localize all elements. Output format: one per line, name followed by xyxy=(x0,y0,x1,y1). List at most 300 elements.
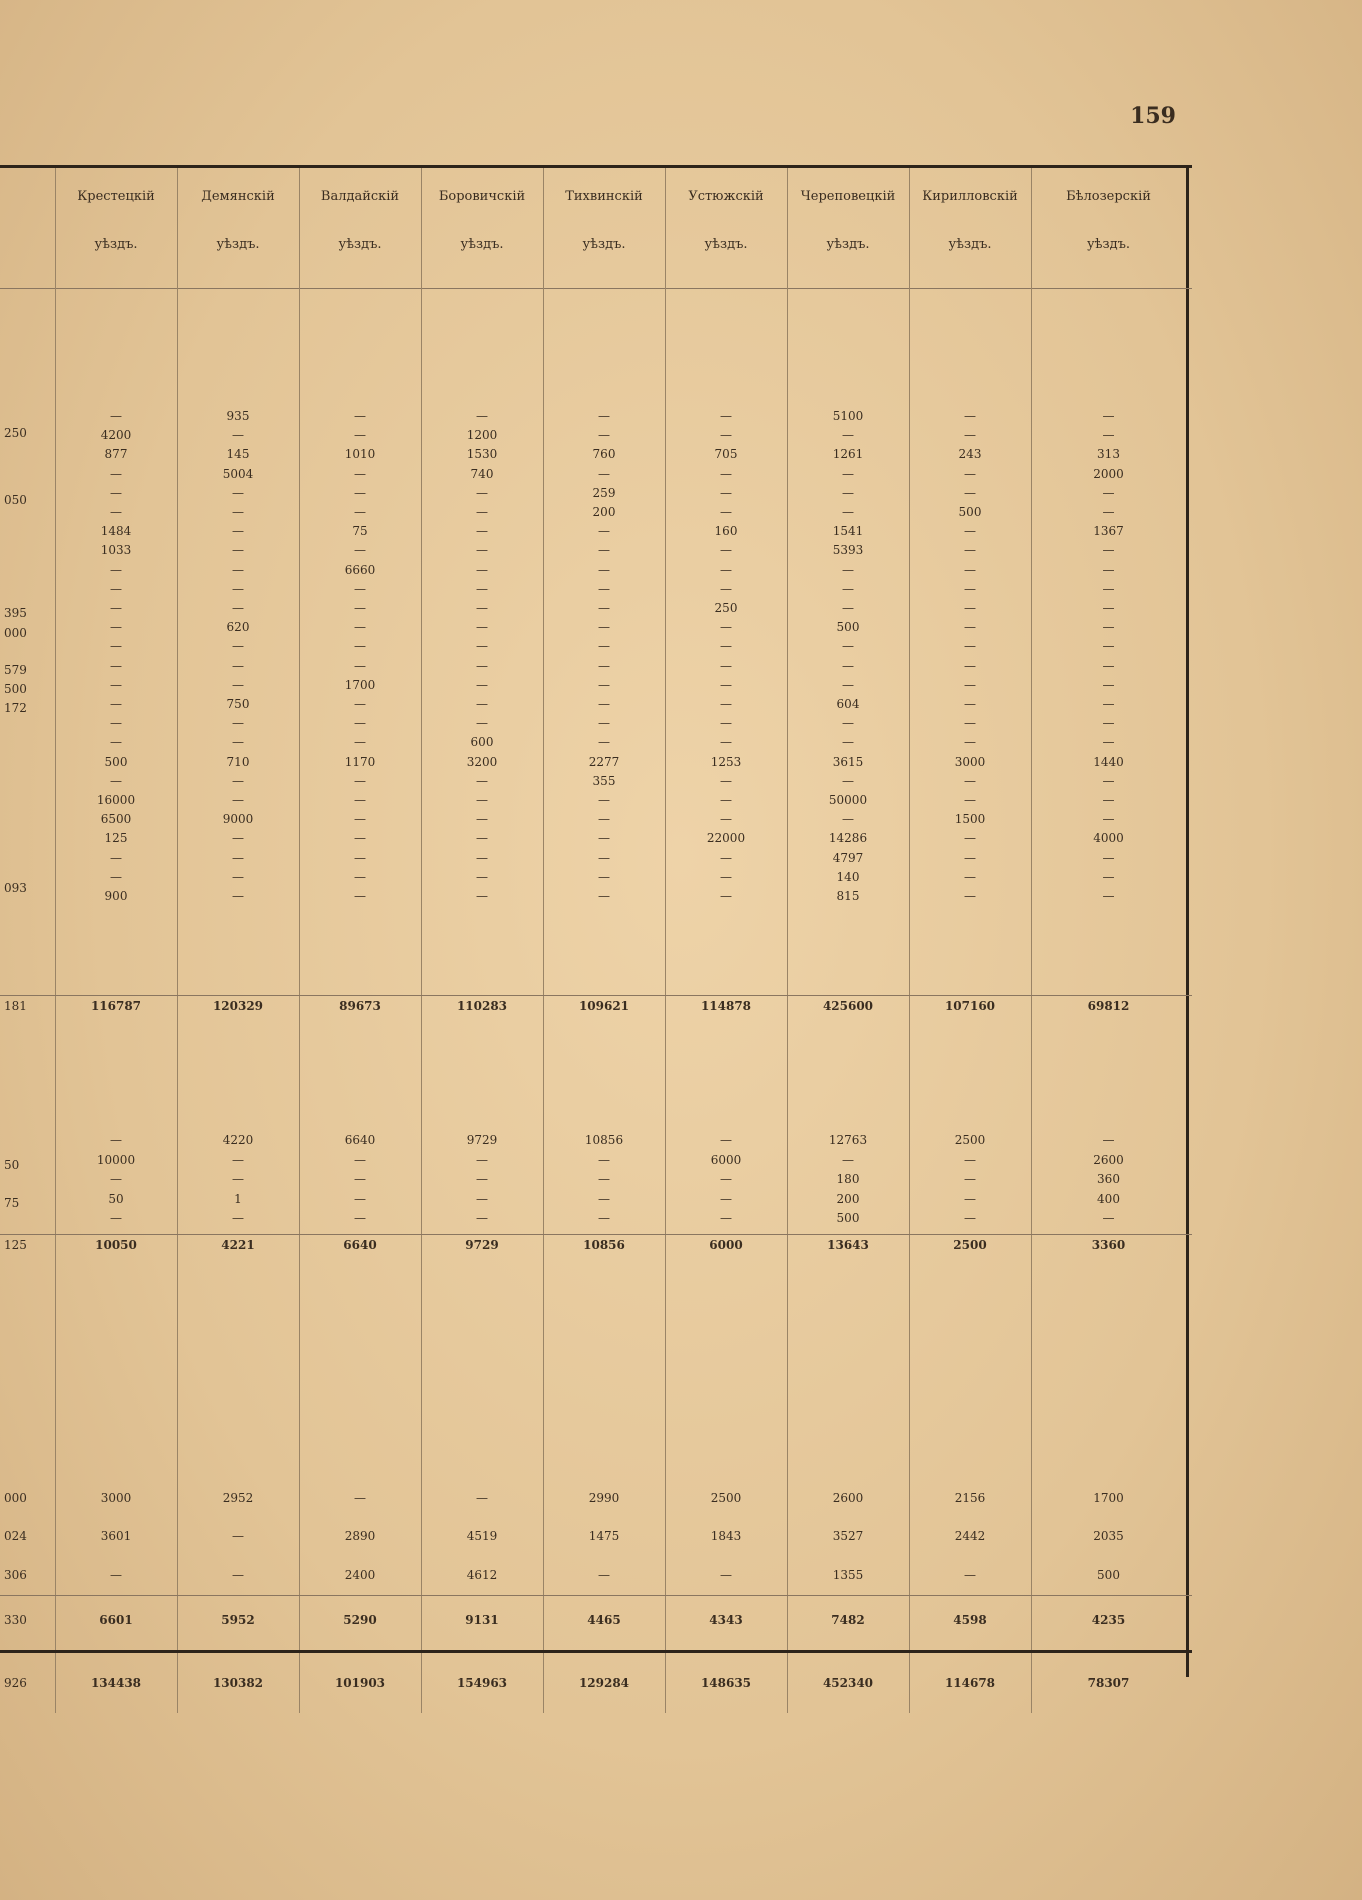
table-cell: — xyxy=(598,543,610,558)
column-divider xyxy=(177,168,178,1713)
table-cell: 259 xyxy=(592,485,616,500)
table-cell: — xyxy=(476,1491,488,1505)
table-cell: — xyxy=(598,812,610,827)
stub-partial-value: 306 xyxy=(4,1568,27,1582)
stub-partial-value: 50 xyxy=(4,1158,20,1172)
table-cell: 1484 xyxy=(100,524,132,539)
subtotal-cell: 5290 xyxy=(343,1613,377,1627)
table-cell: — xyxy=(842,485,854,500)
table-cell: 14286 xyxy=(828,831,868,846)
table-cell: — xyxy=(842,562,854,577)
table-cell: — xyxy=(354,735,366,750)
table-cell: — xyxy=(964,620,976,635)
grand-total-cell: 78307 xyxy=(1087,1676,1130,1690)
table-cell: 6660 xyxy=(344,562,376,577)
table-cell: — xyxy=(110,581,122,596)
table-cell: — xyxy=(720,677,732,692)
table-cell: — xyxy=(476,831,488,846)
table-cell: — xyxy=(476,869,488,884)
table-cell: 75 xyxy=(352,524,368,539)
grand-total-cell: 130382 xyxy=(212,1676,264,1690)
table-cell: — xyxy=(964,773,976,788)
table-cell: 1010 xyxy=(344,447,376,462)
table-cell: — xyxy=(354,658,366,673)
subtotal1-rule xyxy=(0,995,1192,996)
column-header-unit: уѣздъ. xyxy=(704,237,748,252)
subtotal2-rule xyxy=(0,1234,1192,1235)
table-cell: — xyxy=(964,1172,976,1186)
table-cell: — xyxy=(354,428,366,443)
table-cell: — xyxy=(476,409,488,423)
table-cell: 620 xyxy=(226,620,250,635)
table-cell: 3615 xyxy=(832,754,864,769)
table-cell: 750 xyxy=(226,697,250,711)
table-cell: — xyxy=(1102,428,1115,443)
table-cell: 4519 xyxy=(466,1529,498,1543)
table-cell: 1843 xyxy=(710,1529,742,1543)
stub-partial-value: 395 xyxy=(4,606,27,620)
table-cell: — xyxy=(354,466,366,481)
table-cell: — xyxy=(232,773,244,788)
header-bottom-rule xyxy=(0,288,1192,289)
subtotal-cell: 10050 xyxy=(95,1238,137,1252)
table-cell: 1367 xyxy=(1093,524,1124,539)
table-cell: — xyxy=(110,658,122,673)
table-cell: 2156 xyxy=(954,1491,986,1505)
table-cell: — xyxy=(354,850,366,865)
table-cell: — xyxy=(354,1152,366,1167)
table-cell: — xyxy=(842,639,854,654)
grand-total-cell: 154963 xyxy=(456,1676,508,1690)
subtotal-cell: 6601 xyxy=(99,1613,133,1627)
table-cell: — xyxy=(720,639,732,654)
table-cell: — xyxy=(598,735,610,750)
table-cell: 1541 xyxy=(832,524,864,539)
table-cell: 900 xyxy=(104,889,128,903)
table-cell: — xyxy=(110,677,122,692)
table-cell: 500 xyxy=(1097,1568,1120,1582)
table-cell: — xyxy=(1102,716,1115,731)
table-cell: — xyxy=(354,812,366,827)
column-divider xyxy=(909,168,910,1713)
table-cell: 1200 xyxy=(466,428,498,443)
table-cell: — xyxy=(964,409,976,423)
table-cell: 3601 xyxy=(100,1529,132,1543)
table-cell: — xyxy=(232,1172,244,1186)
subtotal-cell: 6000 xyxy=(709,1238,743,1252)
table-cell: — xyxy=(354,581,366,596)
table-cell: 500 xyxy=(958,505,982,519)
grand-total-cell: 134438 xyxy=(90,1676,142,1690)
table-cell: — xyxy=(476,1172,488,1186)
table-cell: 3527 xyxy=(832,1529,864,1543)
table-cell: — xyxy=(476,485,488,500)
table-cell: — xyxy=(1102,677,1115,692)
table-cell: — xyxy=(476,677,488,692)
table-cell: — xyxy=(476,850,488,865)
table-cell: — xyxy=(110,505,122,519)
table-cell: — xyxy=(476,793,488,807)
subtotal-cell: 425600 xyxy=(822,999,874,1013)
table-cell: 50000 xyxy=(828,793,868,807)
table-cell: — xyxy=(1102,581,1115,596)
table-cell: — xyxy=(1102,735,1115,750)
table-cell: — xyxy=(964,831,976,846)
column-header-name: Боровичскій xyxy=(438,189,526,204)
table-cell: — xyxy=(232,869,244,884)
table-cell: — xyxy=(964,1211,976,1225)
table-cell: — xyxy=(842,658,854,673)
table-cell: — xyxy=(354,697,366,711)
stub-partial-value: 024 xyxy=(4,1529,27,1543)
column-header-name: Кирилловскій xyxy=(922,189,1018,204)
table-cell: — xyxy=(720,793,732,807)
table-cell: 2000 xyxy=(1093,466,1124,481)
table-cell: — xyxy=(232,735,244,750)
table-cell: — xyxy=(720,1568,732,1582)
table-cell: 500 xyxy=(104,754,128,769)
table-cell: — xyxy=(964,581,976,596)
column-divider xyxy=(421,168,422,1713)
table-cell: — xyxy=(1102,658,1115,673)
column-header-name: Бѣлозерскій xyxy=(1066,189,1151,204)
table-cell: — xyxy=(598,466,610,481)
grand-total-cell: 129284 xyxy=(578,1676,630,1690)
column-header-unit: уѣздъ. xyxy=(1087,237,1130,252)
table-cell: — xyxy=(476,716,488,731)
table-cell: 5004 xyxy=(222,466,254,481)
column-header-unit: уѣздъ. xyxy=(94,237,138,252)
table-cell: — xyxy=(964,428,976,443)
table-cell: — xyxy=(598,1152,610,1167)
table-cell: — xyxy=(964,601,976,615)
stub-partial-value: 050 xyxy=(4,493,27,507)
table-cell: — xyxy=(598,524,610,539)
table-cell: 2500 xyxy=(710,1491,742,1505)
table-cell: — xyxy=(964,869,976,884)
table-cell: — xyxy=(598,1172,610,1186)
subtotal-cell: 89673 xyxy=(339,999,381,1013)
subtotal-cell: 4235 xyxy=(1091,1613,1126,1627)
table-cell: 1355 xyxy=(832,1568,864,1582)
table-cell: — xyxy=(964,697,976,711)
table-cell: — xyxy=(842,505,854,519)
table-cell: — xyxy=(232,1211,244,1225)
table-cell: — xyxy=(598,658,610,673)
table-cell: — xyxy=(720,543,732,558)
table-cell: — xyxy=(232,793,244,807)
table-cell: 4797 xyxy=(832,850,864,865)
table-cell: — xyxy=(354,1211,366,1225)
table-cell: — xyxy=(964,1152,976,1167)
table-cell: — xyxy=(1102,773,1115,788)
table-cell: — xyxy=(354,601,366,615)
table-cell: — xyxy=(232,850,244,865)
table-cell: — xyxy=(842,428,854,443)
table-cell: — xyxy=(720,889,732,903)
table-cell: 400 xyxy=(1097,1191,1120,1206)
table-cell: — xyxy=(232,562,244,577)
table-cell: — xyxy=(476,889,488,903)
table-cell: 4612 xyxy=(466,1568,498,1582)
table-cell: — xyxy=(720,505,732,519)
table-cell: — xyxy=(964,485,976,500)
table-cell: 815 xyxy=(836,889,860,903)
table-cell: — xyxy=(110,735,122,750)
table-cell: — xyxy=(110,466,122,481)
table-cell: — xyxy=(964,793,976,807)
subtotal-cell: 4598 xyxy=(953,1613,987,1627)
table-cell: — xyxy=(110,1172,122,1186)
table-cell: 160 xyxy=(714,524,738,539)
table-cell: — xyxy=(1102,620,1115,635)
table-cell: 10000 xyxy=(96,1152,136,1167)
table-cell: — xyxy=(1102,869,1115,884)
table-cell: — xyxy=(354,773,366,788)
table-cell: 2277 xyxy=(588,754,620,769)
table-cell: 4220 xyxy=(222,1133,254,1147)
stub-partial-value: 181 xyxy=(4,999,27,1013)
table-cell: — xyxy=(354,620,366,635)
table-cell: — xyxy=(598,850,610,865)
table-cell: 10856 xyxy=(584,1133,624,1147)
stub-partial-value: 500 xyxy=(4,682,27,696)
table-cell: — xyxy=(110,773,122,788)
table-cell: 145 xyxy=(226,447,250,462)
subtotal-cell: 4221 xyxy=(221,1238,255,1252)
table-cell: 740 xyxy=(470,466,494,481)
table-cell: — xyxy=(1102,409,1115,423)
table-cell: — xyxy=(964,850,976,865)
table-cell: — xyxy=(476,505,488,519)
table-cell: 1261 xyxy=(832,447,864,462)
table-cell: 3000 xyxy=(100,1491,132,1505)
subtotal-cell: 116787 xyxy=(90,999,142,1013)
column-divider xyxy=(787,168,788,1713)
column-header-unit: уѣздъ. xyxy=(460,237,504,252)
table-cell: 9729 xyxy=(466,1133,498,1147)
table-cell: — xyxy=(720,850,732,865)
table-top-rule xyxy=(0,165,1192,168)
table-cell: — xyxy=(720,1133,732,1147)
table-cell: — xyxy=(720,658,732,673)
subtotal-cell: 120329 xyxy=(212,999,264,1013)
column-header-name: Тихвинскій xyxy=(565,189,643,204)
table-cell: — xyxy=(476,658,488,673)
table-cell: 355 xyxy=(592,773,616,788)
grand-total-cell: 452340 xyxy=(822,1676,874,1690)
table-cell: — xyxy=(598,716,610,731)
column-header-name: Устюжскій xyxy=(688,189,764,204)
table-cell: — xyxy=(598,831,610,846)
column-header-name: Череповецкій xyxy=(800,189,896,204)
table-cell: 243 xyxy=(958,447,982,462)
table-cell: — xyxy=(354,1172,366,1186)
table-cell: — xyxy=(110,869,122,884)
table-cell: — xyxy=(964,562,976,577)
table-cell: — xyxy=(232,505,244,519)
table-cell: — xyxy=(110,1133,122,1147)
table-cell: — xyxy=(842,677,854,692)
table-cell: — xyxy=(720,620,732,635)
grand-total-cell: 148635 xyxy=(700,1676,752,1690)
table-cell: — xyxy=(1102,812,1115,827)
stub-partial-value: 250 xyxy=(4,426,27,440)
column-header-unit: уѣздъ. xyxy=(826,237,870,252)
table-cell: — xyxy=(110,601,122,615)
table-cell: — xyxy=(720,1191,732,1206)
table-cell: — xyxy=(232,543,244,558)
table-cell: 2442 xyxy=(954,1529,986,1543)
table-cell: 1500 xyxy=(954,812,986,827)
table-cell: — xyxy=(720,697,732,711)
column-divider xyxy=(299,168,300,1713)
table-cell: — xyxy=(964,639,976,654)
table-cell: — xyxy=(964,1191,976,1206)
table-cell: 1170 xyxy=(344,754,376,769)
table-cell: 5100 xyxy=(832,409,864,423)
table-cell: — xyxy=(720,773,732,788)
table-cell: 50 xyxy=(108,1191,124,1206)
table-cell: — xyxy=(1102,505,1115,519)
column-header-name: Крестецкій xyxy=(77,189,155,204)
table-cell: — xyxy=(110,620,122,635)
column-header-name: Демянскій xyxy=(201,189,275,204)
table-cell: — xyxy=(232,524,244,539)
table-cell: 760 xyxy=(592,447,616,462)
table-cell: 1253 xyxy=(710,754,742,769)
table-cell: — xyxy=(354,869,366,884)
table-cell: — xyxy=(598,428,610,443)
table-cell: — xyxy=(1102,697,1115,711)
table-cell: 2890 xyxy=(344,1529,376,1543)
table-right-border xyxy=(1186,165,1189,1677)
table-cell: — xyxy=(720,409,732,423)
stub-partial-value: 579 xyxy=(4,663,27,677)
table-cell: — xyxy=(110,716,122,731)
table-cell: — xyxy=(110,850,122,865)
table-cell: — xyxy=(720,1172,732,1186)
table-cell: 2600 xyxy=(1093,1152,1124,1167)
table-cell: — xyxy=(720,812,732,827)
table-cell: 1530 xyxy=(466,447,498,462)
column-header-unit: уѣздъ. xyxy=(338,237,382,252)
table-cell: 2952 xyxy=(222,1491,254,1505)
table-cell: — xyxy=(964,658,976,673)
table-cell: 250 xyxy=(714,601,738,615)
table-cell: — xyxy=(720,466,732,481)
subtotal-cell: 9729 xyxy=(465,1238,499,1252)
table-cell: — xyxy=(110,1211,122,1225)
table-cell: — xyxy=(598,639,610,654)
table-cell: — xyxy=(476,639,488,654)
table-cell: — xyxy=(598,1211,610,1225)
table-cell: 180 xyxy=(836,1172,860,1186)
subtotal-cell: 110283 xyxy=(456,999,508,1013)
table-cell: 125 xyxy=(104,831,128,846)
table-cell: — xyxy=(964,677,976,692)
table-cell: — xyxy=(842,812,854,827)
table-cell: — xyxy=(232,601,244,615)
table-cell: — xyxy=(354,505,366,519)
subtotal-cell: 13643 xyxy=(827,1238,869,1252)
table-cell: — xyxy=(1102,485,1115,500)
stub-partial-value: 75 xyxy=(4,1196,20,1210)
column-header-name: Валдайскій xyxy=(320,189,400,204)
table-cell: — xyxy=(232,658,244,673)
table-cell: 6500 xyxy=(100,812,132,827)
table-cell: — xyxy=(598,1191,610,1206)
table-cell: 16000 xyxy=(96,793,136,807)
table-cell: 9000 xyxy=(222,812,254,827)
subtotal-cell: 7482 xyxy=(831,1613,865,1627)
column-header-unit: уѣздъ. xyxy=(216,237,260,252)
grand-total-rule xyxy=(0,1650,1192,1653)
subtotal-cell: 5952 xyxy=(221,1613,255,1627)
table-cell: — xyxy=(1102,889,1115,903)
table-cell: — xyxy=(598,562,610,577)
table-cell: 2500 xyxy=(954,1133,986,1147)
table-cell: 140 xyxy=(836,869,860,884)
table-cell: — xyxy=(110,409,122,423)
table-cell: — xyxy=(1102,850,1115,865)
table-cell: — xyxy=(1102,639,1115,654)
table-cell: — xyxy=(842,735,854,750)
subtotal-cell: 6640 xyxy=(343,1238,377,1252)
table-cell: — xyxy=(232,639,244,654)
stub-partial-value: 330 xyxy=(4,1613,27,1627)
table-cell: — xyxy=(842,716,854,731)
table-cell: 2600 xyxy=(832,1491,864,1505)
table-cell: — xyxy=(232,1152,244,1167)
subtotal-cell: 10856 xyxy=(583,1238,625,1252)
table-cell: — xyxy=(476,524,488,539)
subtotal-cell: 4343 xyxy=(709,1613,743,1627)
subtotal-cell: 109621 xyxy=(578,999,630,1013)
table-cell: — xyxy=(354,409,366,423)
table-cell: 200 xyxy=(592,505,616,519)
subtotal-cell: 9131 xyxy=(465,1613,499,1627)
page-number: 159 xyxy=(1130,103,1176,129)
subtotal-cell: 3360 xyxy=(1091,1238,1126,1252)
table-cell: 3000 xyxy=(954,754,986,769)
table-cell: — xyxy=(598,409,610,423)
table-cell: — xyxy=(720,485,732,500)
table-cell: — xyxy=(1102,1133,1115,1147)
table-cell: — xyxy=(598,581,610,596)
table-cell: — xyxy=(232,716,244,731)
table-cell: 877 xyxy=(104,447,128,462)
subtotal-cell: 107160 xyxy=(944,999,996,1013)
table-cell: — xyxy=(598,889,610,903)
table-cell: — xyxy=(110,1568,122,1582)
column-divider xyxy=(55,168,56,1713)
table-cell: 6640 xyxy=(344,1133,376,1147)
table-cell: — xyxy=(110,697,122,711)
stub-partial-value: 000 xyxy=(4,626,27,640)
table-cell: 2990 xyxy=(588,1491,620,1505)
table-cell: — xyxy=(476,581,488,596)
table-cell: — xyxy=(598,869,610,884)
table-cell: — xyxy=(964,735,976,750)
stub-partial-value: 000 xyxy=(4,1491,27,1505)
table-cell: — xyxy=(476,1211,488,1225)
table-cell: 600 xyxy=(470,735,494,750)
stub-partial-value: 172 xyxy=(4,701,27,715)
table-cell: — xyxy=(232,1529,244,1543)
table-cell: — xyxy=(598,697,610,711)
table-cell: 313 xyxy=(1097,447,1120,462)
